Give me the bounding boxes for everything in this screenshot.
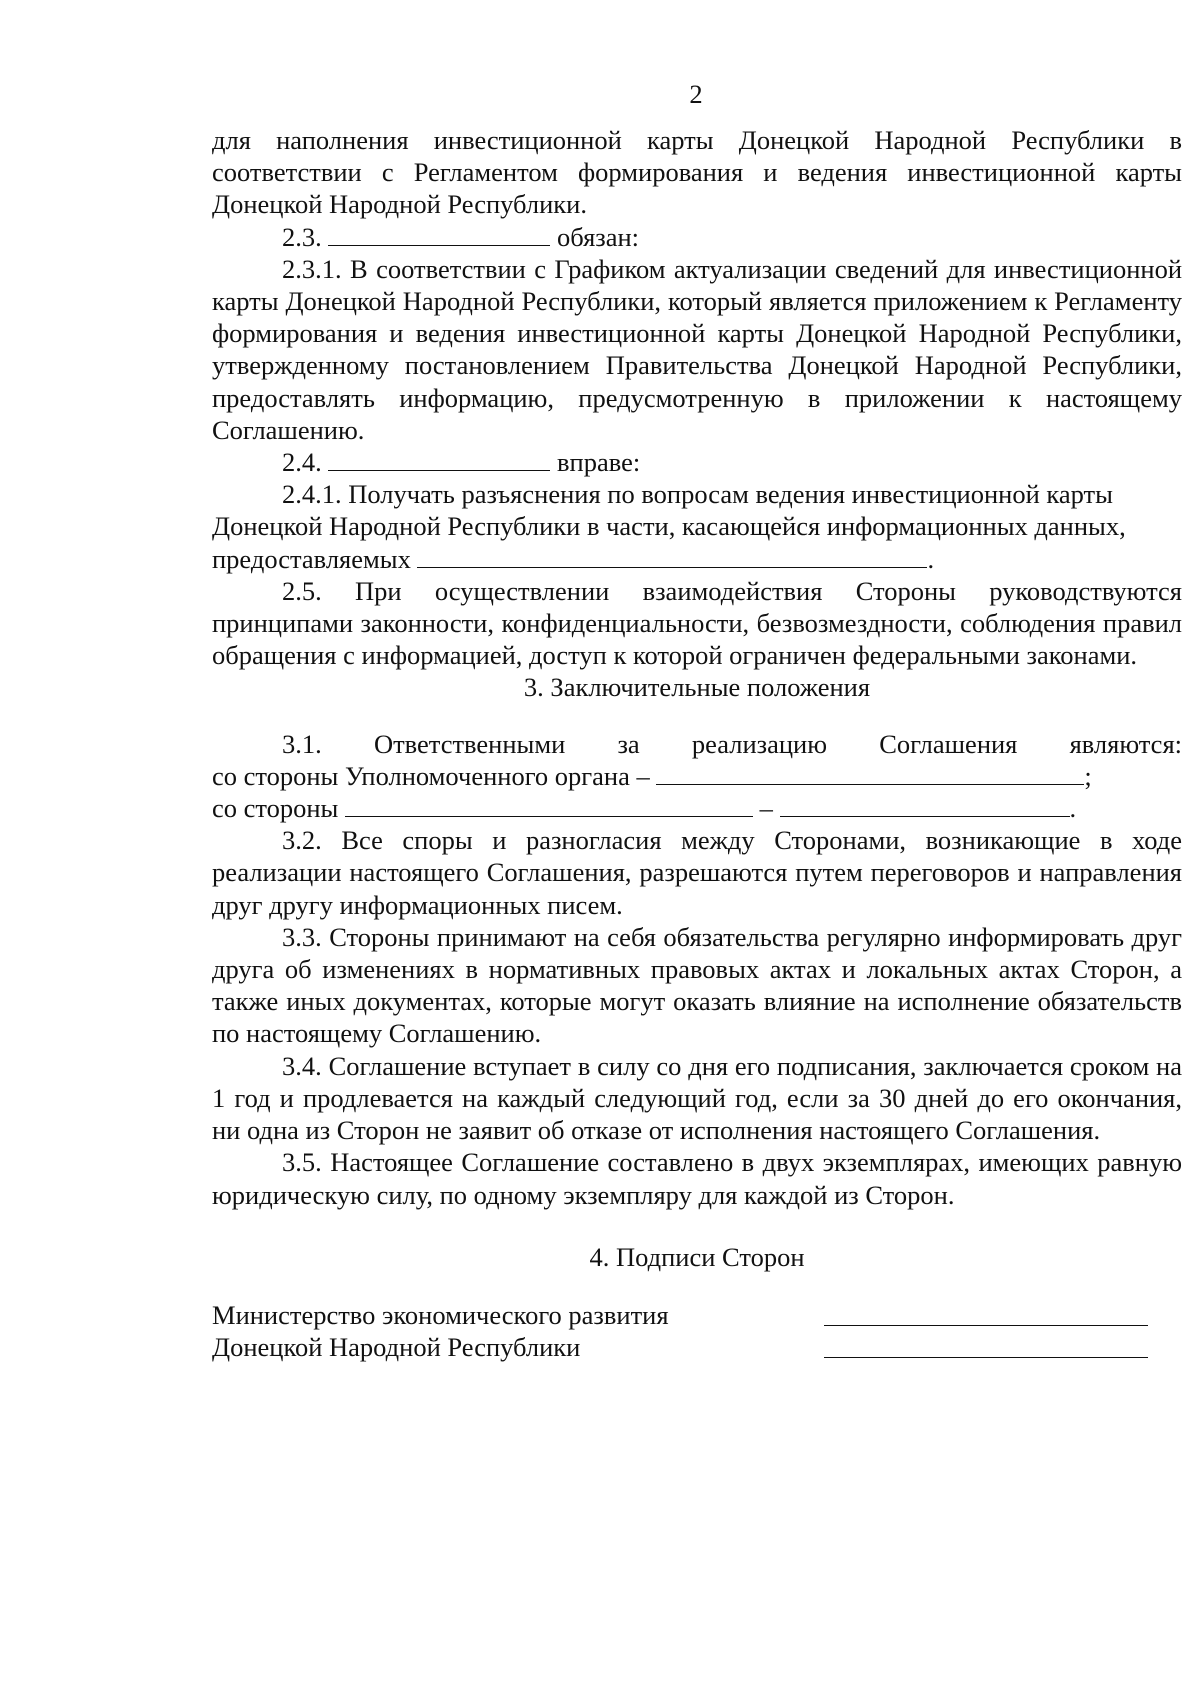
page-number: 2 — [689, 79, 703, 109]
blank-line — [780, 815, 1070, 817]
clause-3-1-line2 — [212, 760, 1182, 792]
clause-3-3: 3.3. Стороны принимают на себя обязательства регулярно информировать друг друга об изменениях в нормативных правовых актах и локальных актах Сторон, а также иных документах, которые могут оказать влияние на исполнение обязательств по настоящему Соглашению. — [212, 921, 1182, 1049]
clause-2-5: 2.5. При осуществлении взаимодействия Стороны руководствуются принципами законности, конфиденциальности, безвозмездности, соблюдения правил обращения с информацией, доступ к которой ограничен федеральными законами. — [212, 575, 1182, 671]
document-body — [212, 124, 1182, 1369]
signature-block — [212, 1299, 1182, 1369]
organization-line-1: Министерство экономического развития — [212, 1299, 669, 1330]
clause-3-5: 3.5. Настоящее Соглашение составлено в двух экземплярах, имеющих равную юридическую силу, по одному экземпляру для каждой из Сторон. — [212, 1147, 1182, 1210]
clause-3-4: 3.4. Соглашение вступает в силу со дня его подписания, заключается сроком на 1 год и продлевается на каждый следующий год, если за 30 дней до его окончания, ни одна из Сторон не заявит об отказе от исполнения настоящего Соглашения. — [212, 1050, 1182, 1146]
paragraph-continuation: для наполнения инвестиционной карты Донецкой Народной Республики в соответствии с Регламентом формирования и ведения инвестиционной карты Донецкой Народной Республики. — [212, 125, 1182, 220]
clause-2-3-1: 2.3.1. В соответствии с Графиком актуализации сведений для инвестиционной карты Донецкой Народной Республики, который является приложением к Регламенту формирования и ведения инвестиционной карты Донецкой Народной Республики, утвержденному постановлением Правительства Донецкой Народной Республики, предоставлять информацию, предусмотренную в приложении к настоящему Соглашению. — [212, 253, 1182, 445]
section-3-heading: 3. Заключительные положения — [523, 672, 871, 703]
clause-end: . — [927, 543, 935, 574]
blank-line — [328, 469, 550, 471]
clause-number: 2.4. — [282, 447, 322, 478]
organization-line-2: Донецкой Народной Республики — [212, 1332, 581, 1363]
clause-2-4 — [212, 446, 1182, 478]
clause-text: обязан: — [557, 221, 640, 252]
clause-2-4-1 — [212, 478, 1182, 575]
clause-2-3 — [212, 221, 1182, 253]
blank-line — [417, 566, 927, 568]
blank-line — [345, 815, 753, 817]
clause-3-1: 3.1. Ответственными за реализацию Соглашения являются: — [282, 728, 1182, 759]
clause-text: вправе: — [557, 447, 641, 478]
clause-3-2: 3.2. Все споры и разногласия между Сторонами, возникающие в ходе реализации настоящего Соглашения, разрешаются путем переговоров и направления друг другу информационных писем. — [212, 825, 1182, 920]
section-4-heading: 4. Подписи Сторон — [589, 1241, 805, 1272]
signature-line — [824, 1357, 1148, 1358]
clause-3-1-line3 — [212, 792, 1182, 824]
clause-end: ; — [1084, 760, 1092, 791]
blank-line — [656, 783, 1084, 785]
dash: – — [759, 793, 773, 824]
clause-text: со стороны — [212, 793, 339, 824]
clause-number: 2.3. — [282, 221, 322, 252]
clause-text: 2.4.1. Получать разъяснения по вопросам ведения инвестиционной карты Донецкой Народной Республики в части, касающейся информационных данных, предоставляемых — [212, 479, 1126, 574]
clause-text: со стороны Уполномоченного органа – — [212, 760, 650, 791]
signature-line — [824, 1325, 1148, 1326]
signatory-organization — [212, 1299, 669, 1363]
clause-end: . — [1069, 793, 1077, 824]
blank-line — [328, 244, 550, 246]
